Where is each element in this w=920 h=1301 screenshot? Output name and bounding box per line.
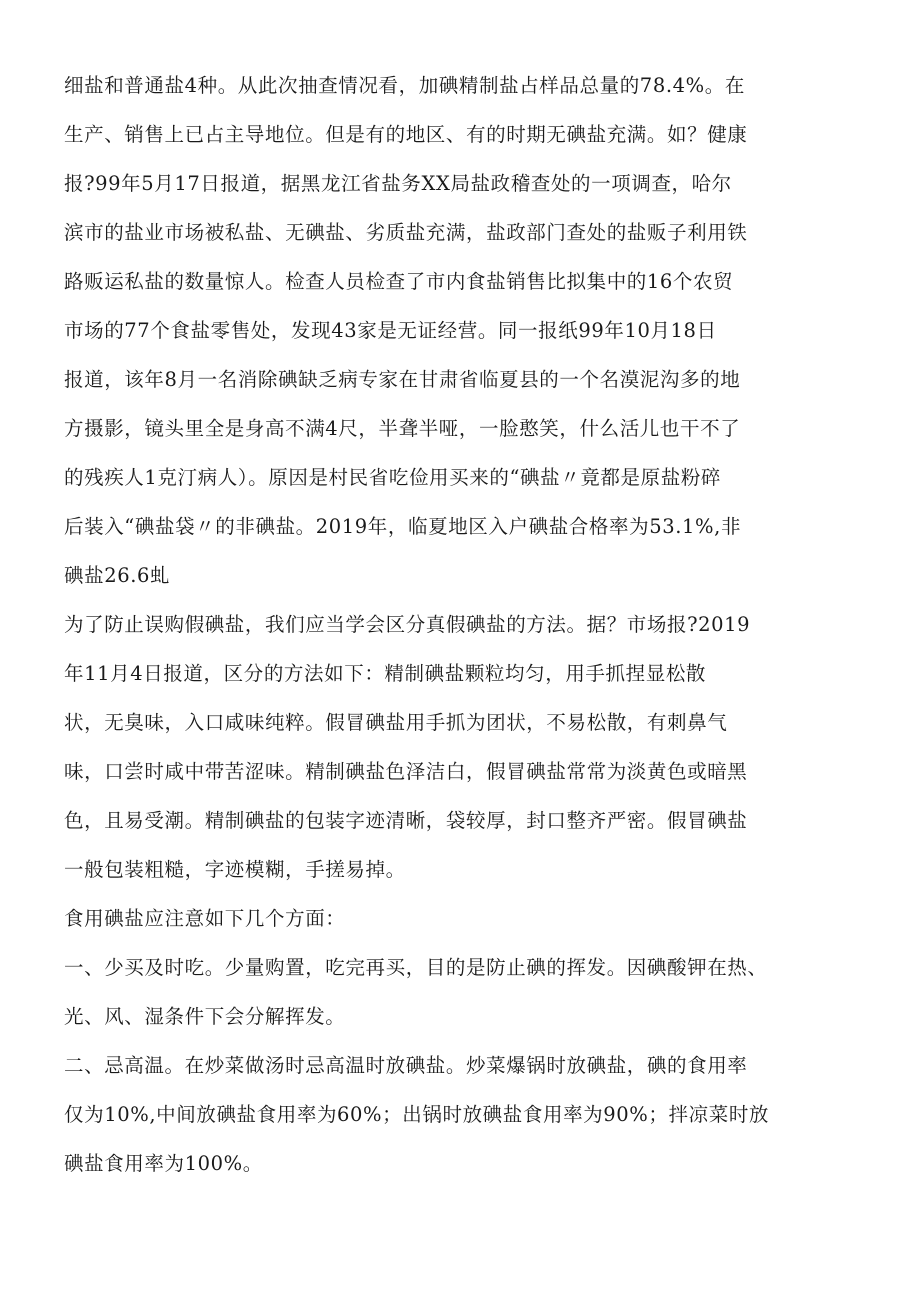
- text-line: 色，且易受潮。精制碘盐的包装字迹清晰，袋较厚，封口整齐严密。假冒碘盐: [64, 809, 748, 832]
- text-line: 仅为10%,中间放碘盐食用率为60%；出锅时放碘盐食用率为90%；拌凉菜时放: [64, 1103, 770, 1126]
- text-line: 报?99年5月17日报道，据黑龙江省盐务XX局盐政稽查处的一项调查，哈尔: [64, 172, 732, 195]
- text-line: 方摄影，镜头里全是身高不满4尺，半聋半哑，一脸憨笑，什么活儿也干不了: [64, 417, 741, 440]
- text-line: 的残疾人1克汀病人）。原因是村民省吃俭用买来的“碘盐〃竟都是原盐粉碎: [64, 466, 722, 489]
- text-line: 细盐和普通盐4种。从此次抽查情况看，加碘精制盐占样品总量的78.4%。在: [64, 74, 745, 97]
- text-line: 为了防止误购假碘盐，我们应当学会区分真假碘盐的方法。据？市场报?2019: [64, 613, 751, 636]
- text-line: 食用碘盐应注意如下几个方面：: [64, 907, 346, 930]
- text-line: 滨市的盐业市场被私盐、无碘盐、劣质盐充满，盐政部门查处的盐贩子利用铁: [64, 221, 748, 244]
- text-line: 年11月4日报道，区分的方法如下：精制碘盐颗粒均匀，用手抓捏显松散: [64, 662, 707, 685]
- text-line: 碘盐食用率为100%。: [64, 1152, 263, 1175]
- text-line: 市场的77个食盐零售处，发现43家是无证经营。同一报纸99年10月18日: [64, 319, 717, 342]
- text-line: 味，口尝时咸中带苦涩味。精制碘盐色泽洁白，假冒碘盐常常为淡黄色或暗黑: [64, 760, 748, 783]
- text-line: 路贩运私盐的数量惊人。检查人员检查了市内食盐销售比拟集中的16个农贸: [64, 270, 734, 293]
- text-line: 一、少买及时吃。少量购置，吃完再买，目的是防止碘的挥发。因碘酸钾在热、: [64, 956, 768, 979]
- text-line: 二、忌高温。在炒菜做汤时忌高温时放碘盐。炒菜爆锅时放碘盐，碘的食用率: [64, 1054, 748, 1077]
- text-line: 后装入“碘盐袋〃的非碘盐。2019年，临夏地区入户碘盐合格率为53.1%,非: [64, 515, 742, 538]
- text-line: 生产、销售上已占主导地位。但是有的地区、有的时期无碘盐充满。如？健康: [64, 123, 748, 146]
- text-line: 报道，该年8月一名消除碘缺乏病专家在甘肃省临夏县的一个名漠泥沟多的地: [64, 368, 741, 391]
- text-line: 状，无臭味，入口咸味纯粹。假冒碘盐用手抓为团状，不易松散，有刺鼻气: [64, 711, 728, 734]
- text-line: 一般包装粗糙，字迹模糊，手搓易掉。: [64, 858, 406, 881]
- text-line: 光、风、湿条件下会分解挥发。: [64, 1005, 346, 1028]
- text-line: 碘盐26.6虬: [64, 564, 171, 587]
